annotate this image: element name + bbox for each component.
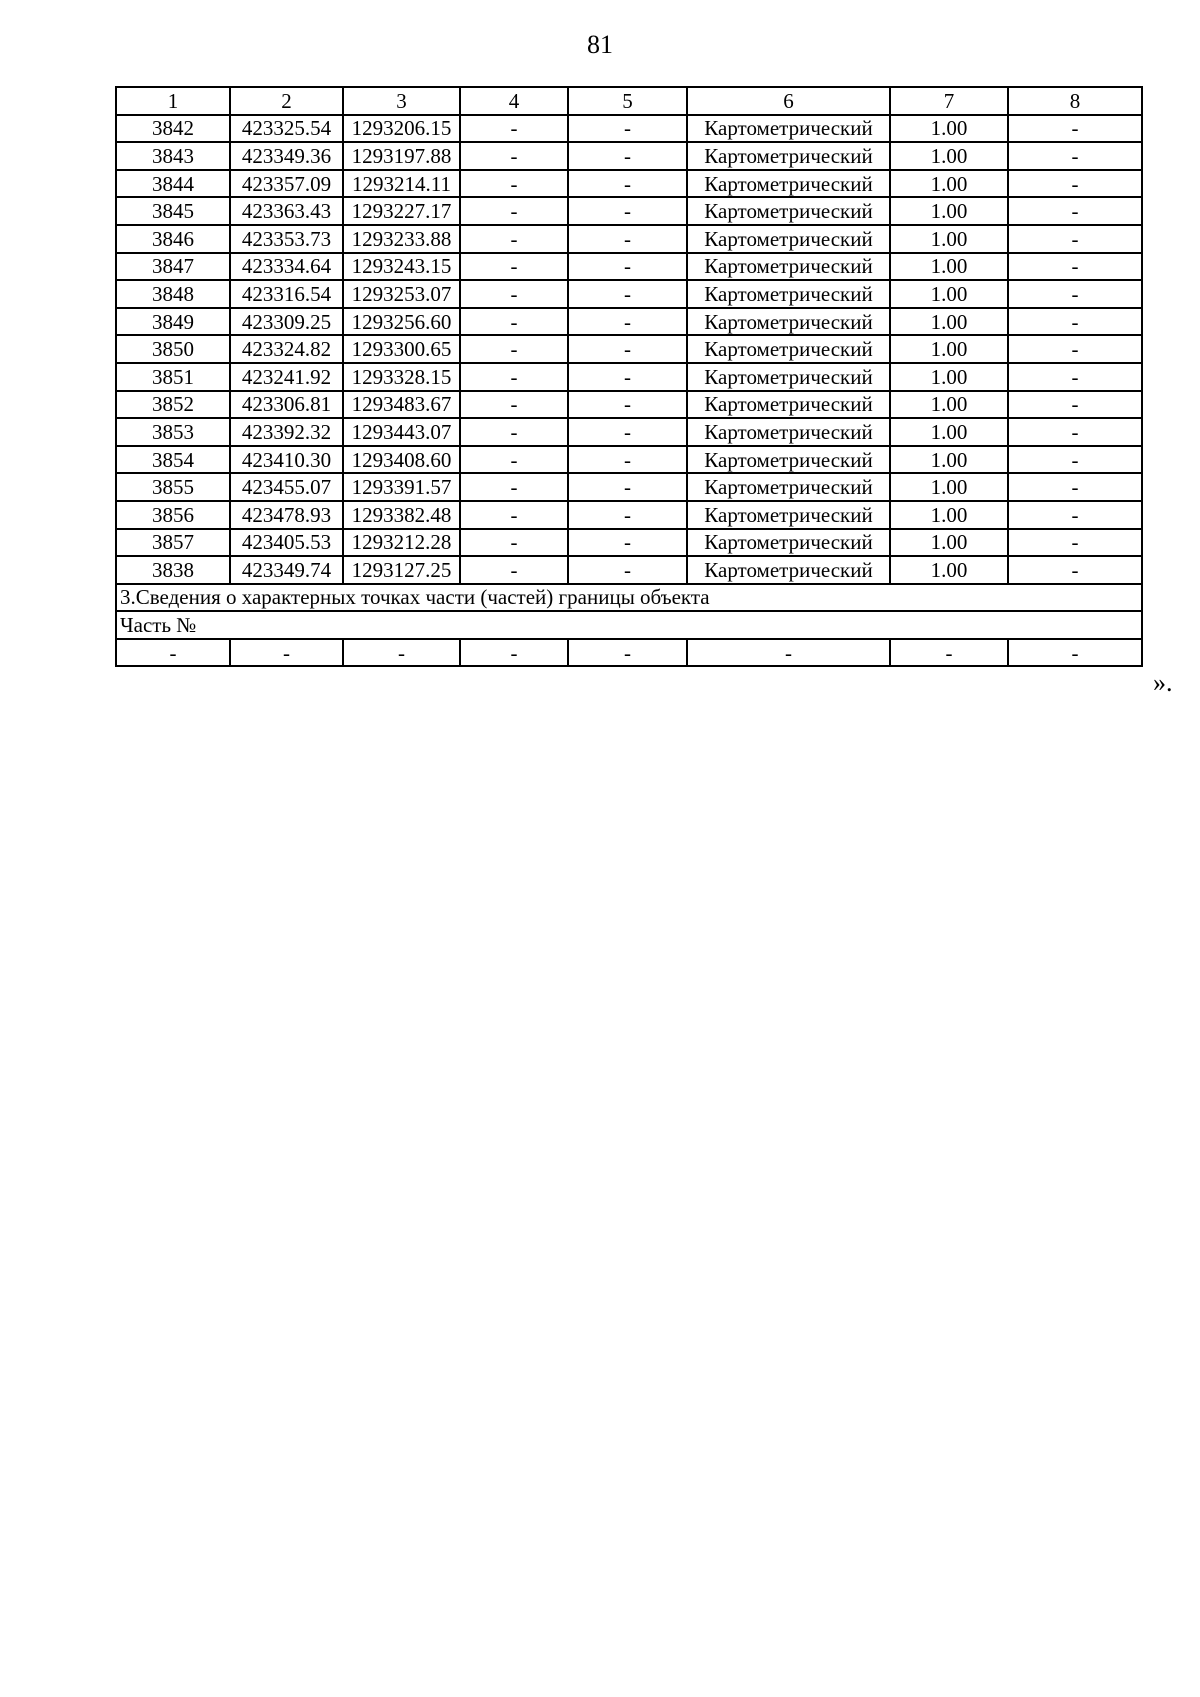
header-cell: 6 (687, 87, 890, 115)
table-cell: 423405.53 (230, 529, 343, 557)
table-cell: - (568, 556, 687, 584)
table-row (116, 115, 1142, 143)
table-row (116, 308, 1142, 336)
table-cell: - (460, 529, 568, 557)
header-cell: 3 (343, 87, 460, 115)
table-row (116, 197, 1142, 225)
table-cell: 3848 (116, 280, 230, 308)
table-cell: 3845 (116, 197, 230, 225)
table-cell: Картометрический (687, 418, 890, 446)
table-header-row (116, 87, 1142, 115)
table-cell: - (890, 639, 1008, 667)
table-cell: 1.00 (890, 142, 1008, 170)
table-cell: 1.00 (890, 308, 1008, 336)
table-cell: Картометрический (687, 308, 890, 336)
table-cell: 1293206.15 (343, 115, 460, 143)
table-cell: - (568, 639, 687, 667)
table-cell: - (568, 308, 687, 336)
table-cell: Картометрический (687, 529, 890, 557)
table-cell: 3852 (116, 391, 230, 419)
table-cell: 423241.92 (230, 363, 343, 391)
table-cell: - (1008, 308, 1142, 336)
table-cell: - (1008, 115, 1142, 143)
table-cell: - (1008, 556, 1142, 584)
header-cell: 7 (890, 87, 1008, 115)
table-cell: - (568, 225, 687, 253)
table-cell: - (568, 363, 687, 391)
table-cell: - (1008, 418, 1142, 446)
table-row (116, 363, 1142, 391)
closing-quote-mark: ».​ (1153, 668, 1173, 697)
table-cell: 423392.32 (230, 418, 343, 446)
table-cell: 423316.54 (230, 280, 343, 308)
table-cell: 3847 (116, 253, 230, 281)
table-cell: Картометрический (687, 363, 890, 391)
table-cell: 1293227.17 (343, 197, 460, 225)
table-row (116, 391, 1142, 419)
table-cell: Картометрический (687, 391, 890, 419)
table-cell: 1.00 (890, 335, 1008, 363)
table-cell: - (116, 639, 230, 667)
table-cell: - (1008, 391, 1142, 419)
table-cell: 1.00 (890, 556, 1008, 584)
table-cell: 3851 (116, 363, 230, 391)
section-title: 3.Сведения о характерных точках части (частей) границы объекта (116, 584, 1142, 612)
table-row (116, 473, 1142, 501)
header-cell: 8 (1008, 87, 1142, 115)
table-cell: 1.00 (890, 197, 1008, 225)
table-row (116, 529, 1142, 557)
table-cell: - (460, 308, 568, 336)
table-cell: - (460, 280, 568, 308)
table-cell: - (1008, 170, 1142, 198)
table-row (116, 225, 1142, 253)
table-cell: 1293300.65 (343, 335, 460, 363)
table-cell: - (460, 225, 568, 253)
table-cell: - (460, 501, 568, 529)
empty-row (116, 639, 1142, 667)
table-cell: Картометрический (687, 115, 890, 143)
part-label-row (116, 611, 1142, 639)
table-cell: 1.00 (890, 446, 1008, 474)
table-cell: 1.00 (890, 280, 1008, 308)
table-cell: - (460, 473, 568, 501)
table-cell: 1.00 (890, 501, 1008, 529)
table-cell: 423349.74 (230, 556, 343, 584)
table-cell: 3855 (116, 473, 230, 501)
table-cell: Картометрический (687, 473, 890, 501)
table-cell: 423309.25 (230, 308, 343, 336)
table-cell: - (460, 197, 568, 225)
table-cell: 1.00 (890, 115, 1008, 143)
table-cell: - (568, 170, 687, 198)
table-cell: 3843 (116, 142, 230, 170)
table-cell: - (568, 142, 687, 170)
table-cell: - (460, 446, 568, 474)
table-cell: Картометрический (687, 142, 890, 170)
table-cell: 1.00 (890, 418, 1008, 446)
table-cell: - (568, 529, 687, 557)
table-cell: - (1008, 280, 1142, 308)
table-cell: Картометрический (687, 170, 890, 198)
table-cell: - (460, 639, 568, 667)
table-cell: Картометрический (687, 501, 890, 529)
table-cell: - (568, 197, 687, 225)
table-row (116, 170, 1142, 198)
table-cell: 1293382.48 (343, 501, 460, 529)
table-cell: Картометрический (687, 280, 890, 308)
table-cell: - (568, 280, 687, 308)
table-row (116, 142, 1142, 170)
table-cell: - (230, 639, 343, 667)
table-cell: 1293233.88 (343, 225, 460, 253)
table-row (116, 446, 1142, 474)
table-cell: - (568, 501, 687, 529)
table-row (116, 418, 1142, 446)
table-cell: 3850 (116, 335, 230, 363)
table-row (116, 556, 1142, 584)
table-cell: 423325.54 (230, 115, 343, 143)
table-cell: - (1008, 253, 1142, 281)
table-cell: - (460, 418, 568, 446)
part-label: Часть № (116, 611, 1142, 639)
table-cell: 423353.73 (230, 225, 343, 253)
table-cell: Картометрический (687, 253, 890, 281)
table-cell: 1293214.11 (343, 170, 460, 198)
table-cell: 1293443.07 (343, 418, 460, 446)
table-cell: - (1008, 363, 1142, 391)
table-cell: 423363.43 (230, 197, 343, 225)
table-cell: - (343, 639, 460, 667)
table-cell: Картометрический (687, 556, 890, 584)
table-cell: 1293212.28 (343, 529, 460, 557)
table-cell: 1.00 (890, 170, 1008, 198)
header-cell: 4 (460, 87, 568, 115)
table-cell: 423478.93 (230, 501, 343, 529)
table-cell: 423324.82 (230, 335, 343, 363)
table-cell: - (1008, 335, 1142, 363)
table-row (116, 335, 1142, 363)
table-cell: Картометрический (687, 197, 890, 225)
section-title-row (116, 584, 1142, 612)
table-cell: - (1008, 225, 1142, 253)
table-cell: - (460, 556, 568, 584)
table-cell: - (460, 335, 568, 363)
table-cell: - (460, 142, 568, 170)
table-cell: - (1008, 142, 1142, 170)
table-cell: - (1008, 529, 1142, 557)
table-cell: 1293483.67 (343, 391, 460, 419)
table-cell: - (568, 446, 687, 474)
table-cell: 423334.64 (230, 253, 343, 281)
table-body (116, 87, 1142, 666)
table-cell: 1.00 (890, 363, 1008, 391)
table-cell: 423455.07 (230, 473, 343, 501)
table-cell: 1.00 (890, 225, 1008, 253)
table-cell: 3838 (116, 556, 230, 584)
table-cell: - (460, 253, 568, 281)
table-cell: - (687, 639, 890, 667)
table-cell: 3854 (116, 446, 230, 474)
table-cell: 1.00 (890, 529, 1008, 557)
table-cell: Картометрический (687, 335, 890, 363)
table-cell: 1293391.57 (343, 473, 460, 501)
table-cell: 1293253.07 (343, 280, 460, 308)
table-cell: - (1008, 446, 1142, 474)
table-cell: Картометрический (687, 446, 890, 474)
table-cell: - (1008, 501, 1142, 529)
table-cell: - (568, 115, 687, 143)
table-cell: 423357.09 (230, 170, 343, 198)
header-cell: 2 (230, 87, 343, 115)
header-cell: 1 (116, 87, 230, 115)
table-cell: 1.00 (890, 253, 1008, 281)
table-cell: - (568, 335, 687, 363)
table-cell: 1293197.88 (343, 142, 460, 170)
table-cell: - (568, 253, 687, 281)
table-cell: - (460, 115, 568, 143)
table-cell: - (1008, 197, 1142, 225)
table-row (116, 280, 1142, 308)
table-cell: 1293243.15 (343, 253, 460, 281)
table-cell: 423349.36 (230, 142, 343, 170)
table-cell: - (460, 170, 568, 198)
table-cell: - (1008, 639, 1142, 667)
table-cell: 3842 (116, 115, 230, 143)
table-cell: 3849 (116, 308, 230, 336)
page-number: 81 (587, 30, 613, 59)
table-cell: - (568, 418, 687, 446)
table-cell: 1293256.60 (343, 308, 460, 336)
table-row (116, 501, 1142, 529)
table-cell: - (1008, 473, 1142, 501)
table-cell: 3846 (116, 225, 230, 253)
table-cell: - (460, 391, 568, 419)
header-cell: 5 (568, 87, 687, 115)
table-cell: 3853 (116, 418, 230, 446)
table-cell: 1293127.25 (343, 556, 460, 584)
table-cell: 1293328.15 (343, 363, 460, 391)
table-cell: - (460, 363, 568, 391)
table-cell: - (568, 391, 687, 419)
table-cell: 423410.30 (230, 446, 343, 474)
table-cell: 3844 (116, 170, 230, 198)
table-cell: Картометрический (687, 225, 890, 253)
table-row (116, 253, 1142, 281)
table-cell: 3857 (116, 529, 230, 557)
table-cell: 3856 (116, 501, 230, 529)
table-cell: 423306.81 (230, 391, 343, 419)
table-cell: 1293408.60 (343, 446, 460, 474)
coordinates-table (115, 86, 1143, 667)
table-cell: 1.00 (890, 473, 1008, 501)
table-cell: 1.00 (890, 391, 1008, 419)
table-cell: - (568, 473, 687, 501)
